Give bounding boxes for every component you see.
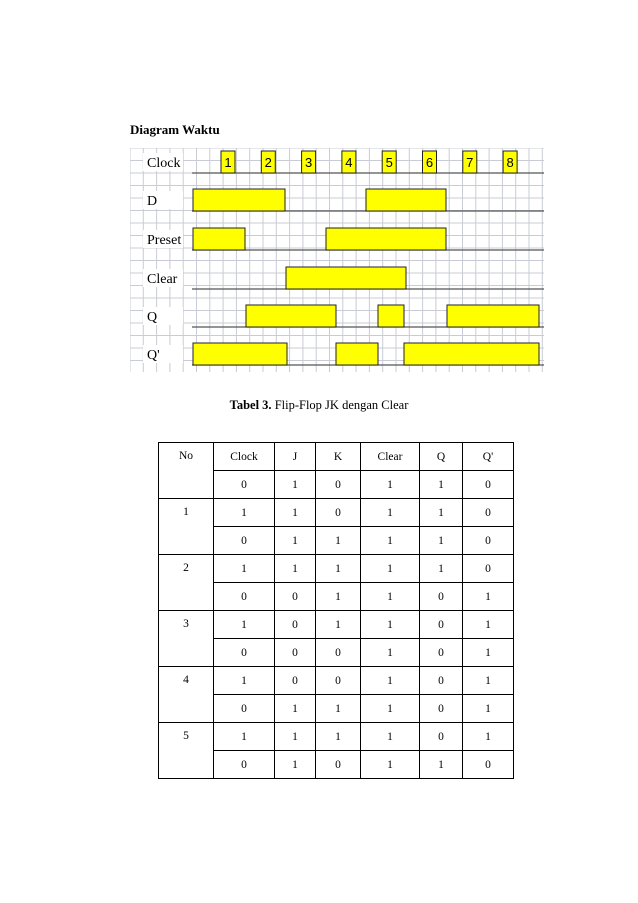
- table-cell: 1: [361, 527, 420, 555]
- table-cell: 0: [275, 639, 316, 667]
- caption-label: Tabel 3.: [229, 398, 272, 412]
- clock-pulse-label: 6: [425, 155, 434, 170]
- clock-pulse-label: 3: [304, 155, 313, 170]
- table-cell: 1: [463, 611, 514, 639]
- table-cell: 0: [214, 583, 275, 611]
- table-cell: 1: [361, 611, 420, 639]
- signal-preset-high: [193, 228, 245, 250]
- table-cell: 1: [463, 723, 514, 751]
- clock-pulse-label: 2: [264, 155, 272, 170]
- table-cell: 1: [420, 555, 463, 583]
- signal-q-prime-high: [404, 343, 539, 365]
- table-row: [159, 667, 514, 695]
- signal-label-q-prime: Q': [147, 348, 160, 363]
- signal-label-clock: Clock: [147, 156, 181, 171]
- table-cell: 1: [316, 555, 361, 583]
- table-cell: 1: [463, 667, 514, 695]
- table-cell: 1: [316, 583, 361, 611]
- table-cell: 1: [361, 583, 420, 611]
- table-cell: 0: [420, 723, 463, 751]
- signal-q-high: [246, 305, 336, 327]
- table-cell: 1: [361, 723, 420, 751]
- table-cell: 0: [463, 555, 514, 583]
- table-cell: 1: [316, 723, 361, 751]
- timing-diagram: [130, 148, 544, 372]
- signal-q-prime-high: [193, 343, 287, 365]
- table-cell: 1: [463, 583, 514, 611]
- table-cell: 1: [275, 555, 316, 583]
- table-cell: 0: [463, 499, 514, 527]
- table-cell: 1: [275, 499, 316, 527]
- table-cell: 0: [214, 751, 275, 779]
- caption-text: Flip-Flop JK dengan Clear: [274, 398, 409, 412]
- table-cell: 1: [275, 695, 316, 723]
- table-cell: 1: [463, 639, 514, 667]
- row-number: 4: [159, 667, 214, 723]
- table-cell: 1: [420, 527, 463, 555]
- table-cell: 0: [463, 471, 514, 499]
- signal-label-q: Q: [147, 310, 158, 325]
- signal-preset-high: [326, 228, 446, 250]
- signal-label-clear: Clear: [147, 272, 178, 287]
- table-cell: 1: [361, 471, 420, 499]
- truth-table: [158, 442, 514, 779]
- row-number: 3: [159, 611, 214, 667]
- header-cell: Clock: [214, 443, 275, 471]
- table-cell: 1: [214, 555, 275, 583]
- row-number: 1: [159, 499, 214, 555]
- table-cell: 0: [214, 527, 275, 555]
- section-heading: Diagram Waktu: [130, 122, 220, 137]
- table-cell: 1: [275, 471, 316, 499]
- table-cell: 1: [275, 723, 316, 751]
- table-cell: 0: [275, 583, 316, 611]
- signal-q-prime-high: [336, 343, 378, 365]
- table-cell: 1: [420, 751, 463, 779]
- table-cell: 1: [361, 499, 420, 527]
- table-cell: 0: [316, 639, 361, 667]
- table-cell: 0: [420, 667, 463, 695]
- header-no: No: [159, 443, 214, 499]
- signal-clear-high: [286, 267, 406, 289]
- table-cell: 0: [420, 611, 463, 639]
- table-cell: 0: [420, 695, 463, 723]
- clock-pulse-label: 7: [466, 155, 474, 170]
- table-cell: 0: [316, 751, 361, 779]
- table-cell: 1: [463, 695, 514, 723]
- table-cell: 1: [361, 695, 420, 723]
- clock-pulse-label: 1: [224, 155, 232, 170]
- table-cell: 1: [275, 527, 316, 555]
- signal-d-high: [366, 189, 446, 211]
- header-cell: Q: [420, 443, 463, 471]
- table-row: [159, 723, 514, 751]
- table-cell: 1: [316, 611, 361, 639]
- table-cell: 1: [420, 499, 463, 527]
- row-number: 5: [159, 723, 214, 779]
- header-cell: Q': [463, 443, 514, 471]
- header-cell: J: [275, 443, 316, 471]
- table-cell: 0: [316, 499, 361, 527]
- table-cell: 1: [214, 499, 275, 527]
- clock-pulse-label: 5: [385, 155, 393, 170]
- table-cell: 0: [214, 471, 275, 499]
- table-cell: 0: [316, 471, 361, 499]
- signal-label-preset: Preset: [147, 233, 182, 248]
- table-cell: 1: [361, 555, 420, 583]
- table-cell: 0: [275, 667, 316, 695]
- table-cell: 0: [275, 611, 316, 639]
- table-cell: 0: [420, 639, 463, 667]
- table-cell: 1: [214, 611, 275, 639]
- table-cell: 1: [361, 751, 420, 779]
- signal-d-high: [193, 189, 285, 211]
- table-cell: 0: [463, 751, 514, 779]
- table-cell: 1: [361, 667, 420, 695]
- signal-label-d: D: [147, 194, 158, 209]
- table-cell: 1: [214, 667, 275, 695]
- table-row: [159, 499, 514, 527]
- row-number: 2: [159, 555, 214, 611]
- table-cell: 0: [214, 639, 275, 667]
- table-row: [159, 611, 514, 639]
- table-cell: 0: [214, 695, 275, 723]
- table-header-row: [159, 443, 514, 471]
- signal-q-high: [447, 305, 539, 327]
- table-cell: 0: [463, 527, 514, 555]
- table-cell: 1: [420, 471, 463, 499]
- clock-pulse-label: 4: [345, 155, 353, 170]
- clock-pulse-label: 8: [506, 155, 514, 170]
- table-caption: [0, 398, 638, 413]
- table-cell: 1: [316, 695, 361, 723]
- header-cell: K: [316, 443, 361, 471]
- table-row: [159, 555, 514, 583]
- header-cell: Clear: [361, 443, 420, 471]
- table-cell: 1: [275, 751, 316, 779]
- table-cell: 0: [316, 667, 361, 695]
- table-cell: 1: [361, 639, 420, 667]
- table-cell: 1: [316, 527, 361, 555]
- signal-q-high: [378, 305, 404, 327]
- table-cell: 1: [214, 723, 275, 751]
- table-cell: 0: [420, 583, 463, 611]
